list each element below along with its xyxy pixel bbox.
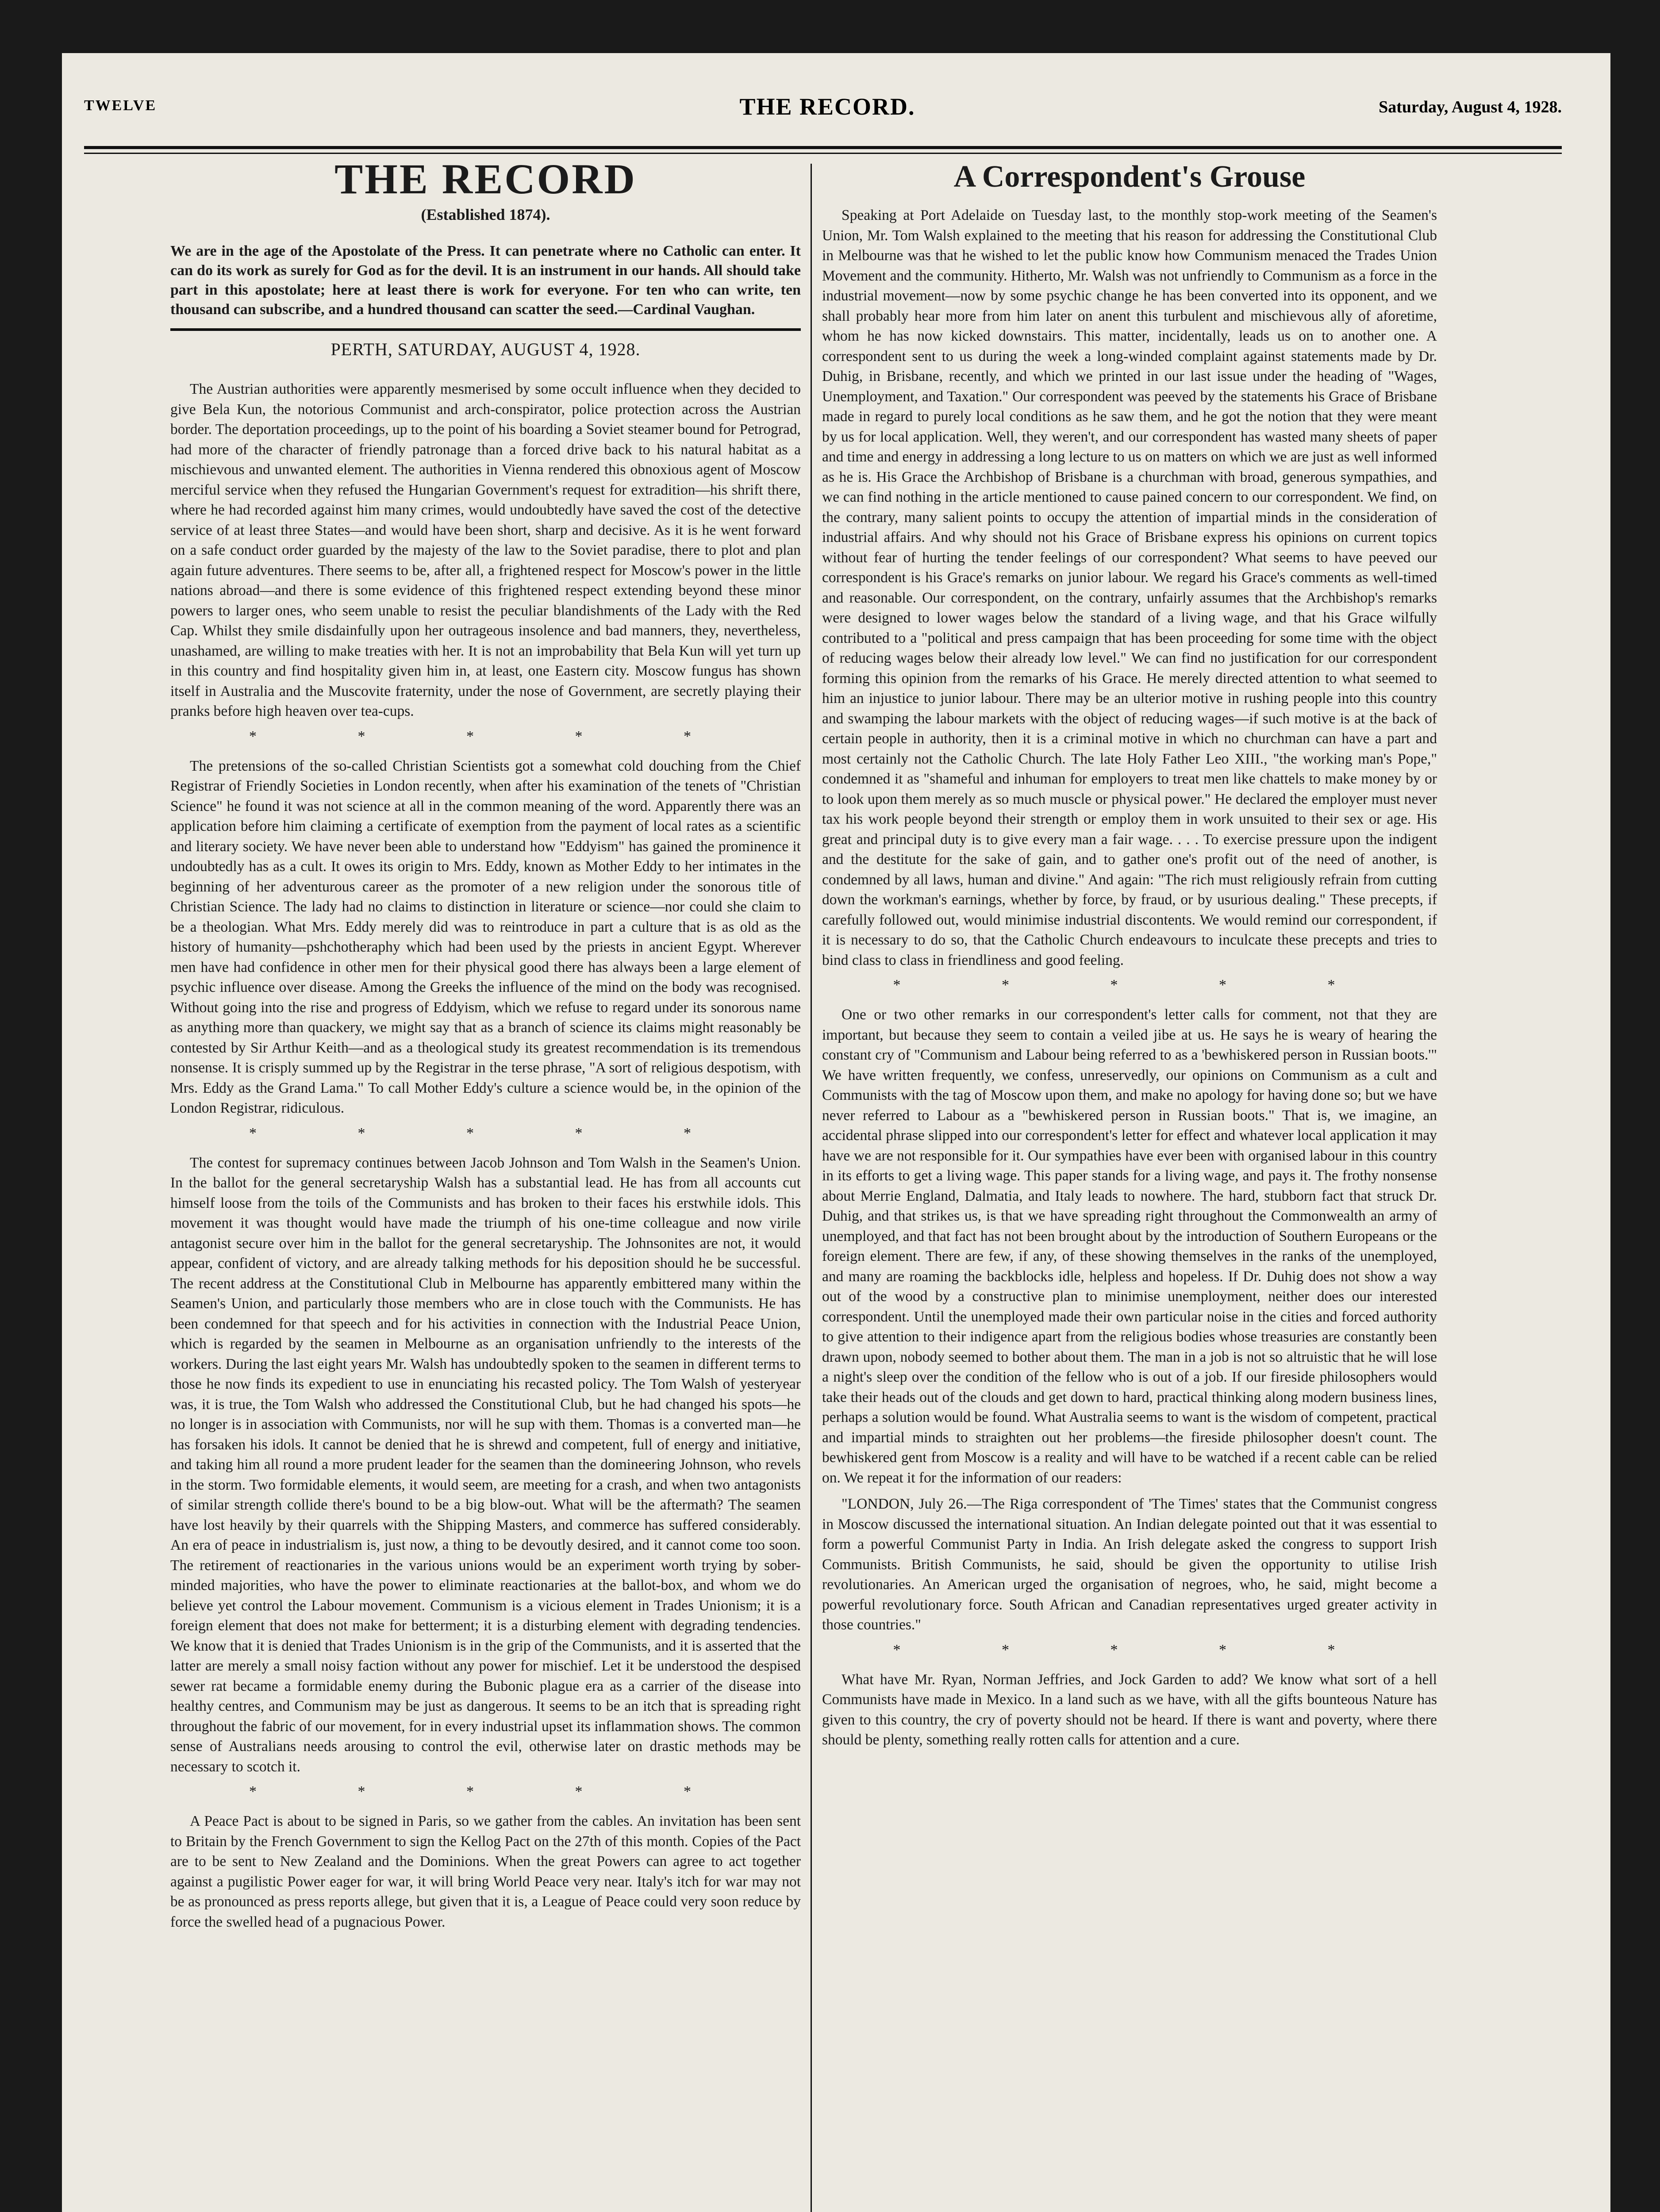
section-separator: * * * * * <box>249 1125 740 1141</box>
cable-quote <box>822 1494 1437 1635</box>
article-title: A Correspondent's Grouse <box>953 160 1306 194</box>
left-column <box>170 155 801 1938</box>
paper-title: THE RECORD. <box>739 93 915 120</box>
established-line: (Established 1874). <box>421 206 550 223</box>
running-header <box>84 93 1562 128</box>
dateline: PERTH, SATURDAY, AUGUST 4, 1928. <box>330 339 641 359</box>
column-divider <box>811 164 812 2212</box>
section-separator: * * * * * <box>893 977 1384 993</box>
closing-paragraph: What have Mr. Ryan, Norman Jeffries, and Jock Garden to add? We know what sort of a hell Communists have made in Mexico. In a land such as we have, with all the gifts bounteous Nature has given to this country, the cry of poverty should not be heard. If there is want and poverty, where there should be plenty, something really rotten calls for attention and a cure. <box>822 1671 1437 1748</box>
right-column <box>822 159 1437 1756</box>
header-rule <box>84 146 1562 149</box>
header-rule-thin <box>84 153 1562 154</box>
editorial-paragraph: The contest for supremacy continues between Jacob Johnson and Tom Walsh in the Seamen's Union. In the ballot for the general secretaryship Walsh has a substantial lead. He has from all accounts cut himself loose from the toils of the Communists and has broken to their faces his erstwhile idols. This movement it was thought would have made the triumph of his one-time colleague and now virile antagonist secure over him in the ballot for the general secretaryship. The Johnsonites are not, it would appear, confident of victory, and are already talking methods for his deposition should he be successful. The recent address at the Constitutional Club in Melbourne has apparently embittered many within the Seamen's Union, and particularly those members who are in close touch with the Communists. He has been condemned for that speech and for his activities in connection with the Industrial Peace Union, which is regarded by the seamen in Melbourne as an organisation unfriendly to the interests of the workers. During the last eight years Mr. Walsh has undoubtedly spoken to the seamen in different terms to those he now finds its expedient to use in enunciating his recasted policy. The Tom Walsh of yesteryear was, it is true, the Tom Walsh who addressed the Constitutional Club, but he had changed his spots—he no longer is in association with Communists, nor will he sup with them. Thomas is a converted man—he has forsaken his idols. It cannot be denied that he is shrewd and competent, full of energy and initiative, and taking him all round a more prudent leader for the seamen than the domineering Johnson, who revels in the storm. Two formidable elements, it would seem, are meeting for a crash, and when two antagonists of similar strength collide there's bound to be a big blow-out. What will be the aftermath? The seamen have lost heavily by their quarrels with the Shipping Masters, and commerce has suffered considerably. An era of peace in industrialism is, just now, a thing to be devoutly desired, and it cannot come too soon. The retirement of reactionaries in the various unions would be an experiment worth trying by sober-minded majorities, who have the power to eliminate reactionaries at the ballot-box, and whom we do believe yet control the Labour movement. Communism is a vicious element in Trades Unionism; it is a foreign element that does not make for betterment; it is a disturbing element with degrading tendencies. We know that it is denied that Trades Unionism is in the grip of the Communists, and it is asserted that the latter are merely a small noisy faction without any power for mischief. Let it be understood the despised sewer rat became a formidable enemy during the Bubonic plague era as a carrier of the disease into healthy centres, and Communism may be just as dangerous. It seems to be an itch that is spreading right throughout the fabric of our movement, for in every industrial upset its inflammation shows. The common sense of Australians needs arousing to control the evil, otherwise later on drastic methods may be necessary to scotch it. <box>170 1154 801 1775</box>
section-separator: * * * * * <box>249 1783 740 1800</box>
article-paragraph: One or two other remarks in our correspondent's letter calls for comment, not that they are important, but because they seem to contain a veiled jibe at us. He says he is weary of hearing the constant cry of "Communism and Labour being referred to as a 'bewhiskered person in Russian boots.'" We have written frequently, we confess, unreservedly, our opinions on Communism as a cult and Communists with the tag of Moscow upon them, and make no apology for having done so; but we have never referred to Labour as a "bewhiskered person in Russian boots." That is, we imagine, an accidental phrase slipped into our correspondent's letter for effect and whatever local application it may have we are not responsible for it. Our sympathies have ever been with organised labour in this country in its efforts to get a living wage. This paper stands for a living wage, and pays it. The frothy nonsense about Merrie England, Dalmatia, and Italy leads to nowhere. The hard, stubborn fact that struck Dr. Duhig, and that strikes us, is that we have spreading right throughout the Commonwealth an army of unemployed, and that fact has not been brought about by the introduction of Southern Europeans or the foreign element. There are few, if any, of these showing themselves in the ranks of the unemployed, and many are roaming the backblocks idle, helpless and hopeless. If Dr. Duhig does not show a way out of the wood by a constructive plan to minimise unemployment, neither does our interested correspondent. Until the unemployed made their own particular noise in the cities and forced authority to give attention to their indigence apart from the religious bodies whose treasuries are constantly been drawn upon, nobody seemed to bother about them. The man in a job is not so altruistic that he will lose a night's sleep over the condition of the fellow who is out of a job. If our fireside philosophers would take their heads out of the clouds and get down to hard, practical thinking along modern business lines, perhaps a solution would be found. What Australia seems to want is the wisdom of competent, practical and impartial minds to straighten out her problems—the fireside philosopher doesn't count. The bewhiskered gent from Moscow is a reality and will have to be watched if a recent cable can be relied on. We repeat it for the information of our readers: <box>822 1006 1437 1486</box>
section-separator: * * * * * <box>249 728 740 745</box>
section-separator: * * * * * <box>893 1641 1384 1658</box>
editorial-paragraph: A Peace Pact is about to be signed in Paris, so we gather from the cables. An invitation has been sent to Britain by the French Government to sign the Kellog Pact on the 27th of this month. Copies of the Pact are to be sent to New Zealand and the Dominions. When the great Powers can agree to act together against a pugilistic Power eager for war, it will bring World Peace very near. Italy's itch for war may not be as pronounced as press reports allege, but given that it is, a League of Peace could very soon reduce by force the swelled head of a pugnacious Power. <box>170 1813 801 1930</box>
masthead: THE RECORD <box>334 155 637 203</box>
editorial-paragraph: The Austrian authorities were apparently mesmerised by some occult influence when they decided to give Bela Kun, the notorious Communist and arch-conspirator, police protection across the Austrian border. The deportation proceedings, up to the point of his boarding a Soviet steamer bound for Petrograd, had more of the character of friendly patronage than a forced drive back to his natural habitat as a mischievous and unwanted element. The authorities in Vienna rendered this obnoxious agent of Moscow merciful service when they refused the Hungarian Government's request for extradition—his shrift there, where he had recorded against him many crimes, would undoubtedly have saved the cost of the detective service of at least three States—and would have been short, sharp and decisive. As it is he went forward on a safe conduct order guarded by the majesty of the law to the Soviet paradise, there to plot and plan again future adventures. There seems to be, after all, a frightened respect for Moscow's power in the little nations abroad—and there is some evidence of this frightened respect extending beyond these minor powers to larger ones, who seem unable to resist the peculiar blandishments of the Lady with the Red Cap. Whilst they smile disdainfully upon her outrageous insolence and bad manners, they, nevertheless, unashamed, are willing to make treaties with her. It is not an improbability that Bela Kun will yet turn up in this country and find hospitality given him in, at least, one Eastern city. Moscow fungus has shown itself in Australia and the Muscovite fraternity, under the nose of Government, are secretly playing their pranks before high heaven over tea-cups. <box>170 381 801 719</box>
issue-date: Saturday, August 4, 1928. <box>1379 98 1562 116</box>
motto: We are in the age of the Apostolate of the Press. It can penetrate where no Catholic can enter. It can do its work as surely for God as for the devil. It is an instrument in our hands. All should take part in this apostolate; here at least there is work for everyone. For ten who can write, ten thousand can subscribe, and a hundred thousand can scatter the seed.—Cardinal Vaughan. <box>170 243 801 318</box>
editorial-paragraph: The pretensions of the so-called Christian Scientists got a somewhat cold douching from the Chief Registrar of Friendly Societies in London recently, when after his examination of the tenets of "Christian Science" he found it was not science at all in the common meaning of the word. Apparently there was an application before him claiming a certificate of exemption from the payment of local rates as a scientific and literary society. We have never been able to understand how "Eddyism" has gained the prominence it undoubtedly has as a cult. It owes its origin to Mrs. Eddy, known as Mother Eddy to her intimates in the beginning of her adventurous career as the promoter of a new religion under the sonorous title of Christian Science. The lady had no claims to distinction in literature or science—nor could she claim to be a theologian. What Mrs. Eddy merely did was to reintroduce in part a culture that is as old as the history of humanity—pshchotheraphy which had been used by the priests in ancient Egypt. Wherever men have had confidence in other men for their physical good there has always been a large element of psychic influence over disease. Among the Greeks the influence of the mind on the body was recognised. Without going into the rise and progress of Eddyism, which we refuse to regard under its sonorous name as anything more than quackery, we might say that as a branch of science its claims might reasonably be contested by Sir Arthur Keith—and as a theological study its greatest recommendation is its tremendous nonsense. It is crisply summed up by the Registrar in the terse phrase, "A sort of religious despotism, with Mrs. Eddy as the Grand Lama." To call Mother Eddy's culture a science would be, in the opinion of the London Registrar, ridiculous. <box>170 757 801 1116</box>
page-label: TWELVE <box>84 97 157 114</box>
motto-rule <box>170 328 801 331</box>
cable-quote-text: "LONDON, July 26.—The Riga correspondent of 'The Times' states that the Communist congress in Moscow discussed the international situation. An Indian delegate pointed out that it was essential to form a powerful Communist Party in India. An Irish delegate asked the congress to support Irish Communists. British Communists, he said, should be given the opportunity to utilise Irish revolutionaries. An American urged the organisation of negroes, who, he said, might become a powerful revolutionary force. South African and Canadian representatives urged greater activity in those countries." <box>822 1496 1437 1633</box>
article-paragraph: Speaking at Port Adelaide on Tuesday last, to the monthly stop-work meeting of the Seamen's Union, Mr. Tom Walsh explained to the meeting that his reason for addressing the Constitutional Club in Melbourne was that he wished to let the public know how Communism menaced the Trades Union Movement and the community. Hitherto, Mr. Walsh was not unfriendly to Communism as a force in the industrial movement—now by some psychic change he has been converted into its opponent, and we shall probably hear more from him later on anent this turbulent and mischievous ally of aforetime, whom he has now kicked downstairs. This matter, incidentally, leads us on to another one. A correspondent sent to us during the week a long-winded complaint against statements made by Dr. Duhig, in Brisbane, recently, and which we printed in our last issue under the heading of "Wages, Unemployment, and Taxation." Our correspondent was peeved by the statements his Grace of Brisbane made in regard to purely local conditions as he saw them, and he got the notion that they were meant by us for local application. Well, they weren't, and our correspondent has wasted many sheets of paper and time and energy in addressing a long lecture to us on matters on which we are just as well informed as he is. His Grace the Archbishop of Brisbane is a churchman with broad, generous sympathies, and we can find nothing in the article mentioned to cause pained concern to our correspondent. We find, on the contrary, many salient points to occupy the attention of impartial minds in the consideration of industrial affairs. And why should not his Grace of Brisbane express his opinions on current topics without fear of hurting the tender feelings of our correspondent? What seems to have peeved our correspondent is his Grace's remarks on junior labour. We regard his Grace's comments as well-timed and reasonable. Our correspondent, on the contrary, unfairly assumes that the Archbishop's remarks were designed to lower wages below the standard of a living wage, and that his Grace wilfully contributed to a "political and press campaign that has been proceeding for some time with the object of reducing wages below their already low level." We can find no justification for our correspondent forming this opinion from the remarks of his Grace. He merely directed attention to what seemed to him an injustice to junior labour. There may be an ulterior motive in rushing people into this country and swamping the labour markets with the object of reducing wages—if such motive is at the back of certain people in authority, then it is a criminal motive in which no churchman can have a part and most certainly not the Catholic Church. The late Holy Father Leo XIII., "the working man's Pope," condemned it as "shameful and inhuman for employers to treat men like chattels to make money by or to look upon them merely as so much muscle or physical power." He declared the employer must never tax his work people beyond their strength or employ them in work unsuited to their sex or age. His great and principal duty is to give every man a fair wage. . . . To exercise pressure upon the indigent and the destitute for the sake of gain, and to gather one's profit out of the need of another, is condemned by all laws, human and divine." And again: "The rich must religiously refrain from cutting down the workman's earnings, whether by force, by fraud, or by usurious dealing." These precepts, if carefully followed out, would minimise industrial discontents. We would remind our correspondent, if it is necessary to do so, that the Catholic Church endeavours to inculcate these precepts and tries to bind class to class in friendliness and good feeling. <box>822 207 1437 968</box>
